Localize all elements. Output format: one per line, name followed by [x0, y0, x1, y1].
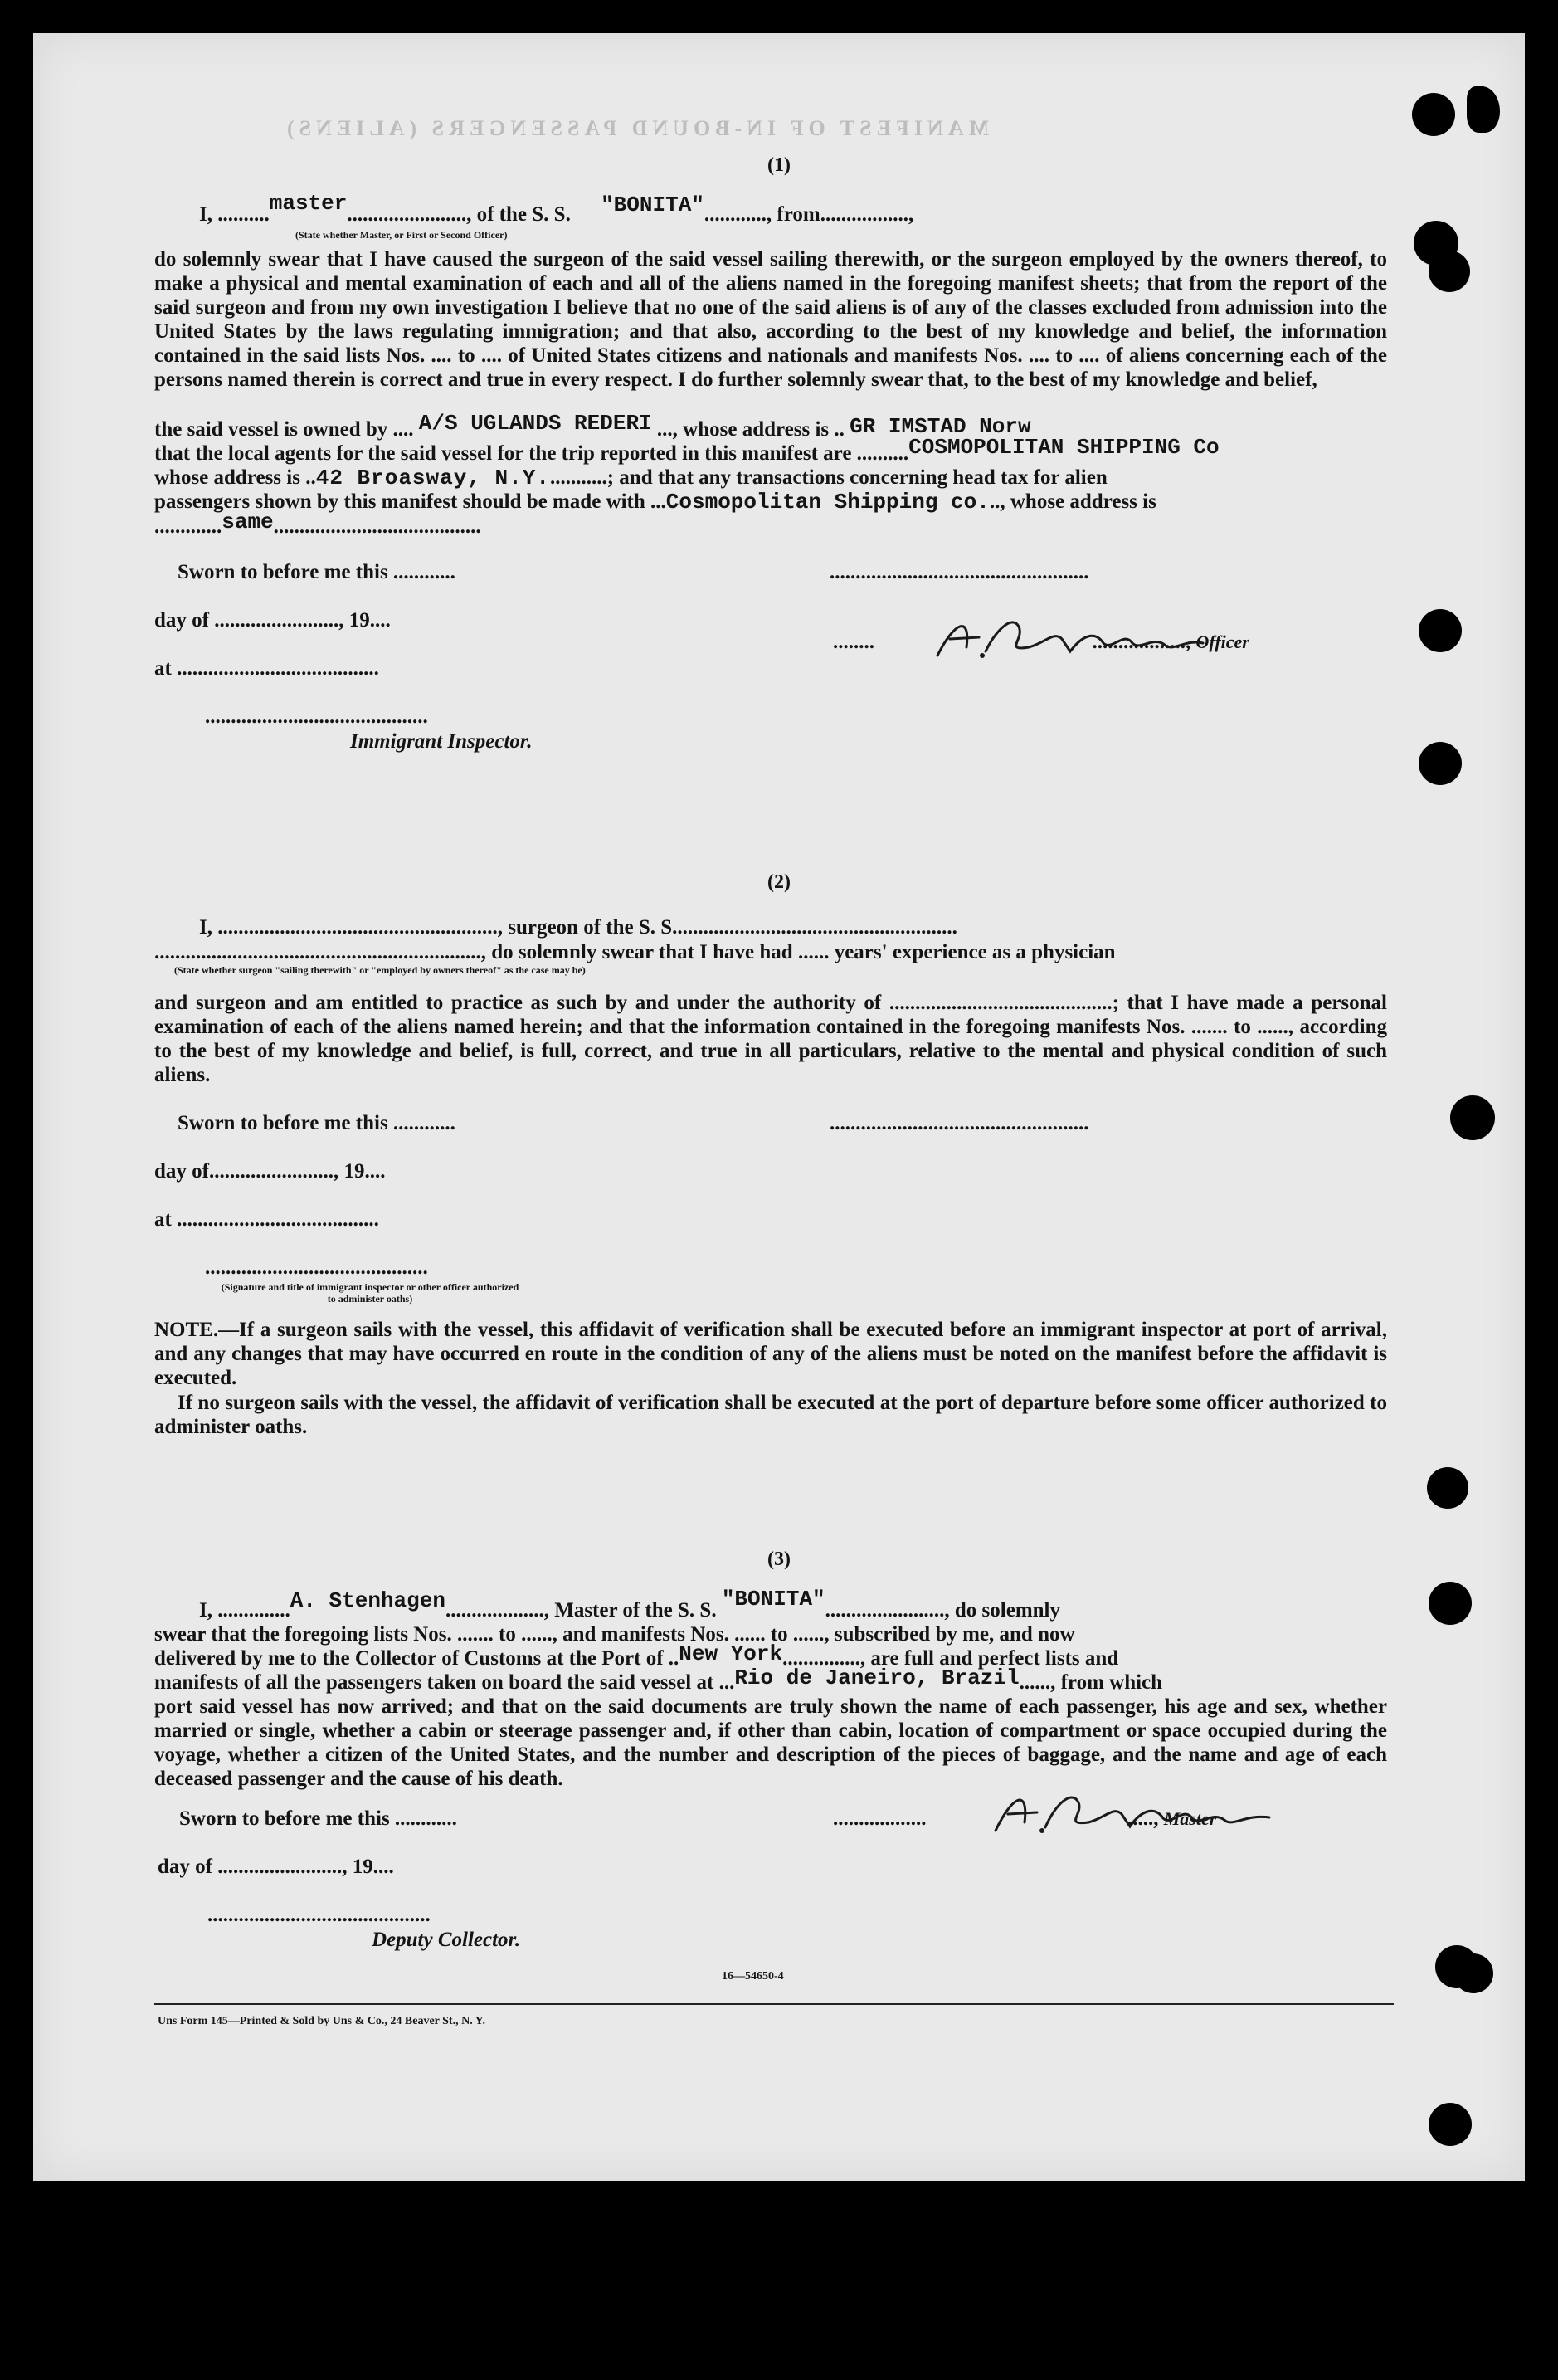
s2-sig-note: (Signature and title of immigrant inspector or other officer authorized to administer oaths): [221, 1281, 519, 1305]
s2-line2: ..............................................................., do solemnly swear that I have had ...... years' experience as a physician: [154, 941, 1116, 963]
s1-officer-line: ........ .................., Officer: [833, 631, 1249, 653]
s1-day: day of ........................, 19....: [154, 609, 391, 632]
s3-day: day of ........................, 19....: [158, 1856, 394, 1878]
s1-agents-line: that the local agents for the said vessel for the trip reported in this manifest are ..........COSMOPOLITAN SHIPPING Co: [154, 435, 1220, 465]
s2-state-note: (State whether surgeon "sailing therewith" or "employed by owners thereof" as the case may be): [174, 964, 586, 976]
s2-day: day of........................, 19....: [154, 1160, 386, 1183]
punch-hole: [1427, 1467, 1468, 1509]
punch-hole: [1412, 93, 1455, 136]
s3-master-line: .................. ....., Master: [833, 1807, 1217, 1830]
printer-line: Uns Form 145—Printed & Sold by Uns & Co., 24 Beaver St., N. Y.: [158, 2015, 485, 2027]
punch-hole: [1453, 1953, 1493, 1993]
master-name-value: A. Stenhagen: [290, 1588, 445, 1613]
section1-number: (1): [767, 154, 791, 176]
form-code: 16—54650-4: [722, 1970, 784, 1983]
s3-ship-name: "BONITA": [721, 1587, 825, 1612]
s1-inspector-label: Immigrant Inspector.: [350, 730, 533, 753]
s2-dots-right: ..................................................: [830, 1112, 1089, 1134]
s2-at: at .......................................: [154, 1208, 379, 1231]
punch-hole: [1419, 742, 1462, 785]
ship-name: "BONITA": [601, 193, 704, 217]
section3-number: (3): [767, 1548, 791, 1570]
punch-hole: [1429, 251, 1470, 292]
s1-address-line: whose address is ..42 Broasway, N.Y............; and that any transactions concerning head tax for alien: [154, 466, 1108, 490]
punch-hole: [1429, 2103, 1472, 2146]
footer-rule: [154, 2003, 1394, 2005]
document-page: [33, 33, 1525, 2181]
agent-address-value: 42 Broasway, N.Y.: [315, 466, 550, 490]
s1-inspector-dots: ...........................................: [205, 705, 428, 728]
owner-value: A/S UGLANDS REDERI: [418, 411, 652, 436]
s1-paragraph: do solemnly swear that I have caused the surgeon of the said vessel sailing therewith, or the surgeon employed by the owners thereof, to make a physical and mental examination of each and all of the aliens named in the foregoing manifest sheets; that from the report of the said surgeon and from my own investigation I believe that no one of the said aliens is of any of the classes excluded from admission into the United States by the laws regulating immigration; and that also, according to the best of my knowledge and belief, the information contained in the said lists Nos. .... to .... of United States citizens and nationals and manifests Nos. .... to .... of aliens concerning each of the persons named therein is correct and true in every respect. I do further solemnly swear that, to the best of my knowledge and belief,: [154, 248, 1387, 391]
s3-paragraph-b: port said vessel has now arrived; and that on the said documents are truly shown the name of each passenger, his age and sex, whether married or single, whether a cabin or steerage passenger and, if other than cabin, location of compartment or space occupied during the voyage, whether a citizen of the United States, and the number and description of the pieces of baggage, and the name and age of each deceased passenger and the cause of his death.: [154, 1695, 1387, 1790]
punch-hole: [1429, 1582, 1472, 1625]
agents-value: COSMOPOLITAN SHIPPING Co: [908, 435, 1220, 460]
s3-collector-dots: ...........................................: [207, 1904, 431, 1926]
s1-last-line: .............same........................................: [154, 510, 481, 538]
s1-state-note: (State whether Master, or First or Second Officer): [295, 229, 508, 241]
officer-signature: [921, 606, 1236, 672]
s2-paragraph: and surgeon and am entitled to practice as such by and under the authority of ...........................................; that I have made a personal examination of each of the aliens named herein; and that the information contained in the foregoing manifests Nos. ....... to ......, according to the best of my knowledge and belief, is full, correct, and true in all particulars, relative to the mental and physical condition of such aliens.: [154, 992, 1387, 1086]
section2-number: (2): [767, 871, 791, 893]
s1-passengers-line: passengers shown by this manifest should be made with ...Cosmopolitan Shipping co..., whose address is: [154, 490, 1156, 515]
s2-sig-dots: ...........................................: [205, 1256, 428, 1279]
headtax-agent-value: Cosmopolitan Shipping co.: [665, 490, 990, 515]
officer-label: Officer: [1195, 632, 1249, 652]
s1-line1: I, ..........master......................., of the S. S. "BONITA"............, from.................,: [199, 191, 914, 226]
s3-collector-label: Deputy Collector.: [372, 1929, 521, 1951]
s2-note-2: If no surgeon sails with the vessel, the affidavit of verification shall be executed at the port of departure before some officer authorized to administer oaths.: [154, 1392, 1387, 1438]
s3-paragraph-a: swear that the foregoing lists Nos. ....... to ......, and manifests Nos. ...... to ......, subscribed by me, and now: [154, 1623, 1075, 1646]
s2-note-1: NOTE.—If a surgeon sails with the vessel, this affidavit of verification shall be executed before an immigrant inspector at port of arrival, and any changes that may have occurred en route in the condition of any of the aliens must be noted on the manifest before the affidavit is executed.: [154, 1319, 1387, 1389]
s3-from-line: manifests of all the passengers taken on board the said vessel at ...Rio de Janeiro, Brazil......, from which: [154, 1666, 1163, 1694]
master-signature: [979, 1779, 1311, 1846]
s1-dots-right: ..................................................: [830, 561, 1089, 583]
same-value: same: [222, 510, 274, 534]
s2-line1: I, ......................................................, surgeon of the S. S.......................................................: [199, 916, 957, 939]
s1-sworn: Sworn to before me this ............: [178, 561, 455, 583]
owner-address-value: GR IMSTAD Norw: [850, 414, 1031, 439]
s3-sworn: Sworn to before me this ............: [179, 1807, 457, 1830]
s2-sworn: Sworn to before me this ............: [178, 1112, 455, 1134]
port-value: New York: [679, 1641, 783, 1666]
s3-line1: I, ..............A. Stenhagen..................., Master of the S. S. "BONITA"......................., do solemnly: [199, 1587, 1061, 1622]
s3-port-line: delivered by me to the Collector of Customs at the Port of ..New York..............., are full and perfect lists and: [154, 1641, 1119, 1670]
s1-owner-line: the said vessel is owned by .... A/S UGLANDS REDERI ..., whose address is .. GR IMSTAD Norw: [154, 411, 1031, 441]
s1-at: at .......................................: [154, 657, 379, 680]
master-label: Master: [1163, 1808, 1217, 1829]
faint-header: MANIFEST OF IN-BOUND PASSENGERS (ALIENS): [282, 116, 990, 140]
from-port-value: Rio de Janeiro, Brazil: [734, 1666, 1020, 1690]
rank-value: master: [269, 191, 348, 216]
punch-hole: [1450, 1095, 1495, 1140]
punch-hole: [1419, 609, 1462, 652]
